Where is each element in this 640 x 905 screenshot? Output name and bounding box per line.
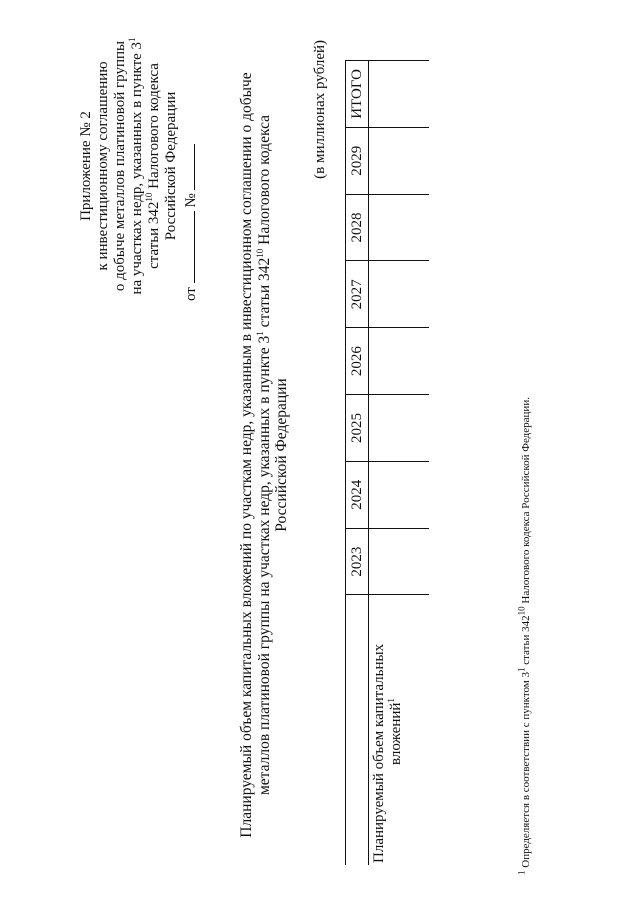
annex-title: Приложение № 2 xyxy=(78,111,94,221)
document-heading xyxy=(238,25,291,885)
total-cell[interactable] xyxy=(369,61,430,128)
annex-line-4: статьи $342^{10}$ Налогового кодекса xyxy=(144,63,162,269)
header-year: 2029 xyxy=(346,127,369,194)
units-note: (в миллионах рублей) xyxy=(312,40,328,179)
heading-line-2: металлов платиновой группы на участках недр, указанных в пункте $3^1$ статьи $342^{10}$ Налогового кодекса xyxy=(254,114,273,796)
capex-table xyxy=(345,60,429,865)
row-label: Планируемый объем капитальных вложений$^1$ xyxy=(369,595,430,865)
value-cell[interactable] xyxy=(369,194,430,261)
heading-line-1: Планируемый объем капитальных вложений по участкам недр, указанным в инвестиционном соглашении о добыче xyxy=(238,72,255,838)
annex-line-5: Российской Федерации xyxy=(163,91,179,241)
annex-line-2: о добыче металлов платиновой группы xyxy=(112,40,128,292)
number-sign: № xyxy=(183,193,199,208)
header-year: 2028 xyxy=(346,194,369,261)
annex-block xyxy=(78,1,200,331)
number-blank-line xyxy=(182,144,195,190)
header-year: 2025 xyxy=(346,395,369,462)
value-cell[interactable] xyxy=(369,461,430,528)
date-blank-line xyxy=(182,211,195,283)
value-cell[interactable] xyxy=(369,261,430,328)
value-cell[interactable] xyxy=(369,528,430,595)
header-year: 2024 xyxy=(346,461,369,528)
table-header-row xyxy=(346,61,369,866)
header-total: ИТОГО xyxy=(346,61,369,128)
header-year: 2023 xyxy=(346,528,369,595)
header-empty-cell xyxy=(346,595,369,865)
value-cell[interactable] xyxy=(369,127,430,194)
annex-date-number-line xyxy=(182,1,200,301)
heading-line-3: Российской Федерации xyxy=(273,378,290,532)
annex-line-3: на участках недр, указанных в пункте $3^1$ xyxy=(127,37,145,295)
annex-line-1: к инвестиционному соглашению xyxy=(95,61,111,271)
header-year: 2027 xyxy=(346,261,369,328)
header-year: 2026 xyxy=(346,328,369,395)
table-row xyxy=(369,61,430,866)
footnote: $^1$ Определяется в соответствии с пунктом $3^1$ статьи $342^{10}$ Налогового кодекса Российской Федерации. xyxy=(516,397,532,875)
date-prefix: от xyxy=(183,287,199,301)
value-cell[interactable] xyxy=(369,395,430,462)
value-cell[interactable] xyxy=(369,328,430,395)
